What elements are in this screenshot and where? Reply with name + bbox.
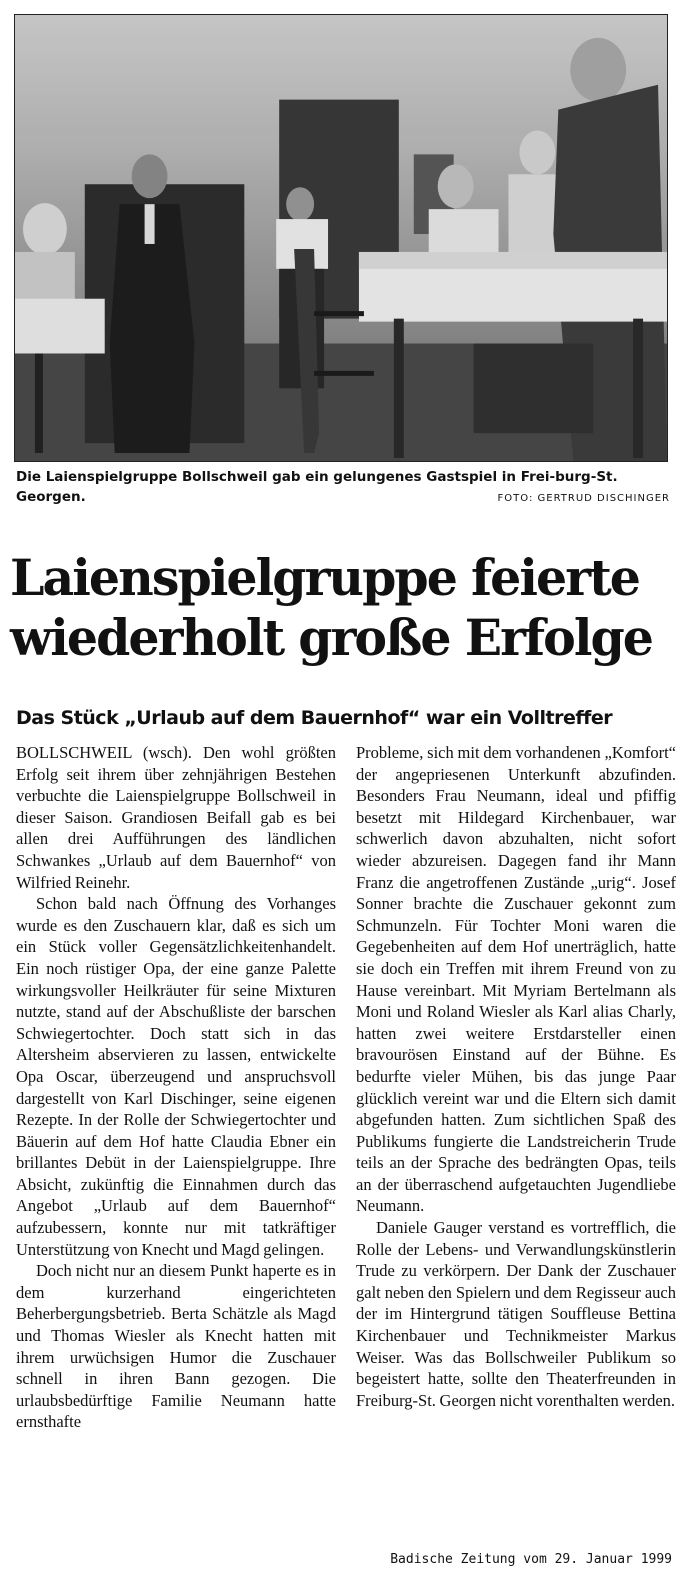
article-column-left xyxy=(16,742,336,1433)
article-subheadline: Das Stück „Urlaub auf dem Bauernhof“ war ein Volltreffer xyxy=(16,707,613,729)
article-paragraph: Probleme, sich mit dem vorhandenen „Komfort“ der angepriesenen Unterkunft abzufinden. Besonders Frau Neumann, ideal und pfiffig besetzt mit Hildegard Kirchenbauer, war schwerlich davon abzuhalten, nicht sofort wieder abzureisen. Dagegen fand ihr Mann Franz die angetroffenen Zustände „urig“. Josef Sonner brachte die Zuschauer gekonnt zum Schmunzeln. Für Tochter Moni waren die Gegebenheiten auf dem Hof unerträglich, hatte sie doch ein Treffen mit ihrem Freund von zu Hause vereinbart. Mit Myriam Bertelmann als Moni und Roland Wiesler als Karl alias Charly, hatten zwei weitere Erstdarsteller einen bravourösen Einstand auf der Bühne. Es bedurfte vieler Mühen, bis das junge Paar glücklich vereint war und die Eltern sich damit abgefunden hatten. Zum sichtlichen Spaß des Publikums fungierte die Landstreicherin Trude teils an der Sprache des bedrängten Opas, teils an der überraschend aufgetauchten Jugendliebe Neumann. xyxy=(356,743,676,1216)
photo-caption-text: Die Laienspielgruppe Bollschweil gab ein gelungenes Gastspiel in Frei-burg-St. Georgen. xyxy=(16,469,618,505)
article-paragraph: Daniele Gauger verstand es vortrefflich, die Rolle der Lebens- und Verwandlungskünstlerin Trude zu verkörpern. Der Dank der Zuschauer galt neben den Spielern und dem Regisseur auch der im Hintergrund tätigen Souffleuse Bettina Kirchenbauer und Technikmeister Markus Weiser. Was das Bollschweiler Publikum so begeistert hatte, sollte den Theaterfreunden in Freiburg-St. Georgen nicht vorenthalten werden. xyxy=(356,1218,676,1410)
article-column-right xyxy=(356,742,676,1411)
article-headline: Laienspielgruppe feierte wiederholt große Erfolge xyxy=(10,548,653,667)
article-body xyxy=(16,742,676,1552)
article-paragraph: BOLLSCHWEIL (wsch). Den wohl größten Erfolg seit ihrem über zehnjährigen Bestehen verbuchte die Laienspielgruppe Bollschweil in dieser Saison. Grandiosen Beifall gab es bei allen drei Aufführungen des ländlichen Schwankes „Urlaub auf dem Bauernhof“ von Wilfried Reinehr. xyxy=(16,743,336,892)
article-photo xyxy=(14,14,668,462)
article-paragraph: Doch nicht nur an diesem Punkt haperte es in dem kurzerhand eingerichteten Beherbergungsbetrieb. Berta Schätzle als Magd und Thomas Wiesler als Knecht hatten mit ihrem urwüchsigen Humor die Zuschauer schnell in ihren Bann gezogen. Die urlaubsbedürftige Familie Neumann hatte ernsthafte xyxy=(16,1261,336,1432)
photo-credit: FOTO: GERTRUD DISCHINGER xyxy=(497,493,670,504)
article-paragraph: Schon bald nach Öffnung des Vorhanges wurde es den Zuschauern klar, daß es sich um ein Stück voller Gegensätzlichkeitenhandelt. Ein noch rüstiger Opa, der eine ganze Palette wirkungsvoller Heilkräuter für seine Mixturen nutzte, stand auf der Abschußliste der barschen Schwiegertochter. Doch statt sich in das Altersheim abservieren zu lassen, entwickelte Opa Oscar, überzeugend und anspruchsvoll dargestellt von Karl Dischinger, seine eigenen Rezepte. In der Rolle der Schwiegertochter und Bäuerin auf dem Hof hatte Claudia Ebner ein brillantes Debüt in der Laienspielgruppe. Ihre Absicht, zukünftig die Einnahmen durch das Angebot „Urlaub auf dem Bauernhof“ aufzubessern, konnte nur mit tatkräftiger Unterstützung von Knecht und Magd gelingen. xyxy=(16,894,336,1259)
stage-scene-photo xyxy=(15,15,667,461)
photo-caption xyxy=(16,467,670,517)
source-citation: Badische Zeitung vom 29. Januar 1999 xyxy=(390,1552,672,1567)
